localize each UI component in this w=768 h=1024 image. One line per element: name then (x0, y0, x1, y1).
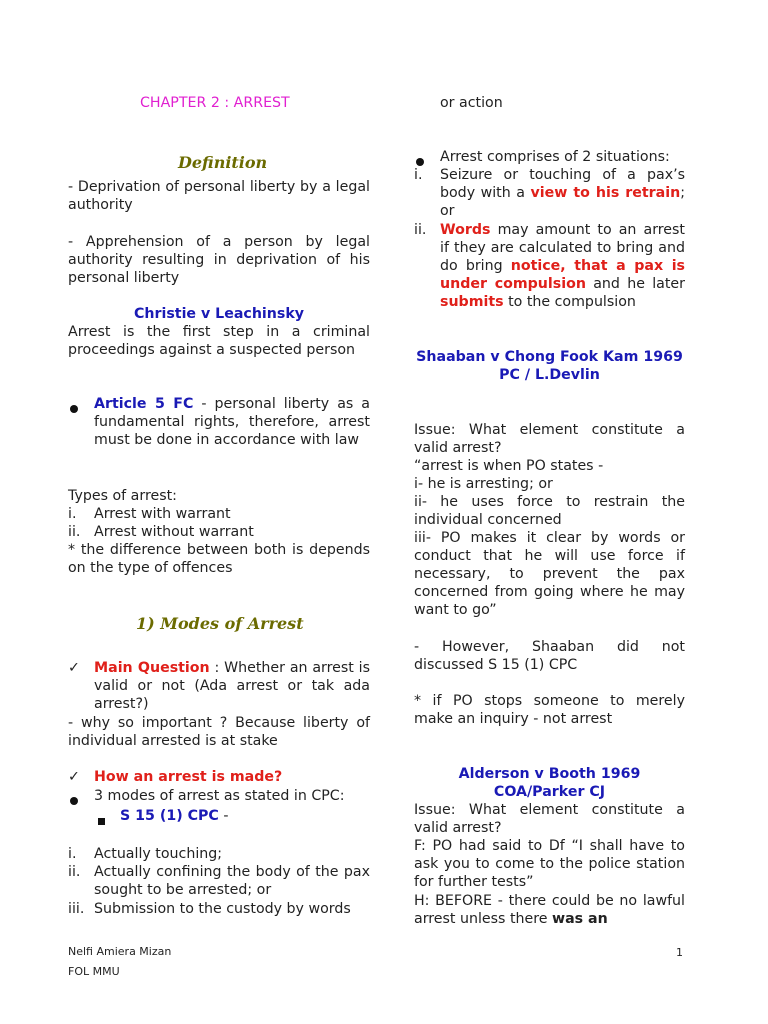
types-item-1: i. Arrest with warrant (68, 506, 231, 522)
footer-author: Nelfi Amiera Mizan (68, 945, 172, 958)
types-note: * the difference between both is depends on the type of offences (68, 542, 370, 576)
mode-item-3: iii. Submission to the custody by words (68, 901, 351, 917)
mode-item-1: i. Actually touching; (68, 846, 223, 862)
definition-1: - Deprivation of personal liberty by a legal authority (68, 179, 370, 213)
bullet-dot-icon (70, 405, 78, 413)
shaaban-however: - However, Shaaban did not discussed S 15 (1) CPC (414, 639, 685, 673)
s15-item: S 15 (1) CPC - (98, 807, 370, 825)
shaaban-quote-i: i- he is arresting; or (414, 476, 553, 492)
main-question-item: ✓ Main Question : Whether an arrest is valid or not (Ada arrest or tak ada arrest?) (68, 660, 370, 712)
shaaban-issue: Issue: What element constitute a valid arrest? (414, 422, 685, 456)
case-title-christie: Christie v Leachinsky (133, 306, 305, 322)
case-title-alderson: Alderson v Booth 1969 COA/Parker CJ (458, 766, 641, 800)
comprises-item: Arrest comprises of 2 situations: (414, 148, 685, 166)
definition-2: - Apprehension of a person by legal authority resulting in deprivation of his personal liberty (68, 234, 370, 286)
bullet-dot-icon (416, 158, 424, 166)
checkmark-icon: ✓ (68, 769, 80, 785)
page-number: 1 (676, 946, 683, 959)
how-arrest-item: ✓ How an arrest is made? (68, 769, 283, 785)
shaaban-note: * if PO stops someone to merely make an inquiry - not arrest (414, 693, 685, 727)
why-important: - why so important ? Because liberty of individual arrested is at stake (68, 715, 370, 749)
alderson-facts: F: PO had said to Df “I shall have to ask you to come to the police station for further tests” (414, 838, 685, 890)
definition-heading: Definition (178, 153, 268, 172)
alderson-held: H: BEFORE - there could be no lawful arrest unless there was an (414, 893, 685, 927)
chapter-title: CHAPTER 2 : ARREST (140, 95, 290, 111)
bullet-dot-icon (70, 797, 78, 805)
case-text-christie: Arrest is the first step in a criminal proceedings against a suspected person (68, 324, 370, 358)
shaaban-quote-iii: iii- PO makes it clear by words or conduct that he will use force if necessary, to prevent the pax concerned from going where he may want to go” (414, 530, 685, 618)
three-modes-item: 3 modes of arrest as stated in CPC: (68, 787, 370, 805)
or-action: or action (440, 95, 503, 111)
situation-1: i. Seizure or touching of a pax’s body with a view to his retrain; or (414, 167, 685, 219)
types-item-2: ii. Arrest without warrant (68, 524, 254, 540)
article5-item: Article 5 FC - personal liberty as a fundamental rights, therefore, arrest must be done in accordance with law (68, 395, 370, 449)
situation-2: ii. Words may amount to an arrest if they are calculated to bring and do bring notice, that a pax is under compulsion and he later submits to the compulsion (414, 222, 685, 310)
bullet-square-icon (98, 818, 105, 825)
footer-org: FOL MMU (68, 965, 120, 978)
modes-heading: 1) Modes of Arrest (136, 614, 304, 633)
mode-item-2: ii. Actually confining the body of the pax sought to be arrested; or (68, 864, 370, 898)
types-intro: Types of arrest: (68, 488, 177, 504)
alderson-issue: Issue: What element constitute a valid arrest? (414, 802, 685, 836)
shaaban-quote-intro: “arrest is when PO states - (414, 458, 604, 474)
shaaban-quote-ii: ii- he uses force to restrain the individual concerned (414, 494, 685, 528)
checkmark-icon: ✓ (68, 660, 80, 676)
case-title-shaaban: Shaaban v Chong Fook Kam 1969 PC / L.Devlin (416, 349, 683, 383)
